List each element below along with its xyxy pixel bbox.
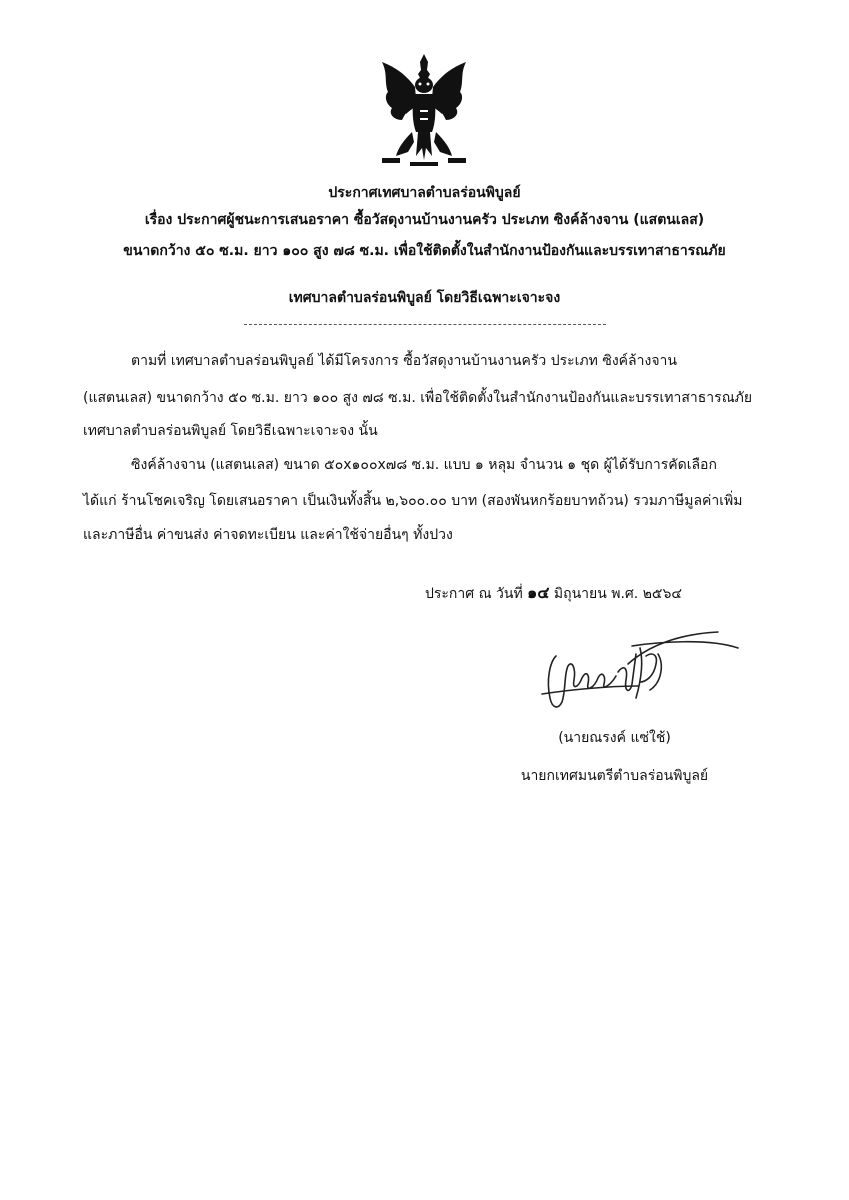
announcement-title: ประกาศเทศบาลตำบลร่อนพิบูลย์ <box>328 185 521 201</box>
paragraph-2-line-3: และภาษีอื่น ค่าขนส่ง ค่าจดทะเบียน และค่าใช้จ่ายอื่นๆ ทั้งปวง <box>83 527 453 543</box>
subject-line-3: เทศบาลตำบลร่อนพิบูลย์ โดยวิธีเฉพาะเจาะจง <box>288 290 561 306</box>
paragraph-2-line-2: ได้แก่ ร้านโชคเจริญ โดยเสนอราคา เป็นเงินทั้งสิ้น ๒,๖๐๐.๐๐ บาท (สองพันหกร้อยบาทถ้วน) รวมภาษีมูลค่าเพิ่ม <box>83 493 743 509</box>
paragraph-1-line-1: ตามที่ เทศบาลตำบลร่อนพิบูลย์ ได้มีโครงการ ซื้อวัสดุงานบ้านงานครัว ประเภท ซิงค์ล้างจาน <box>131 353 677 369</box>
announcement-date <box>425 581 682 606</box>
date-prefix: ประกาศ ณ วันที่ <box>425 586 523 602</box>
paragraph-2-line-1: ซิงค์ล้างจาน (แสตนเลส) ขนาด ๕๐x๑๐๐x๗๘ ซ.ม. แบบ ๑ หลุม จำนวน ๑ ชุด ผู้ได้รับการคัดเลือก <box>131 457 717 473</box>
date-day: ๑๔ <box>527 583 550 602</box>
handwritten-signature-icon <box>528 624 743 719</box>
dashed-divider <box>244 324 606 325</box>
subject-line: เรื่อง ประกาศผู้ชนะการเสนอราคา ซื้อวัสดุงานบ้านงานครัว ประเภท ซิงค์ล้างจาน (แสตนเลส) <box>144 212 705 228</box>
paragraph-1-line-3: เทศบาลตำบลร่อนพิบูลย์ โดยวิธีเฉพาะเจาะจง นั้น <box>83 423 378 439</box>
signer-title: นายกเทศมนตรีตำบลร่อนพิบูลย์ <box>520 768 709 784</box>
garuda-emblem-icon <box>374 52 474 172</box>
subject-line-2: ขนาดกว้าง ๕๐ ซ.ม. ยาว ๑๐๐ สูง ๗๘ ซ.ม. เพื่อใช้ติดตั้งในสำนักงานป้องกันและบรรเทาสาธารณภัย <box>123 243 726 259</box>
date-month-year: มิถุนายน พ.ศ. ๒๕๖๔ <box>553 586 683 602</box>
signer-name: (นายณรงค์ แซ่ใช้) <box>558 730 671 746</box>
paragraph-1-line-2: (แสตนเลส) ขนาดกว้าง ๕๐ ซ.ม. ยาว ๑๐๐ สูง ๗๘ ซ.ม. เพื่อใช้ติดตั้งในสำนักงานป้องกันและบรรเทาสาธารณภัย <box>83 390 753 406</box>
